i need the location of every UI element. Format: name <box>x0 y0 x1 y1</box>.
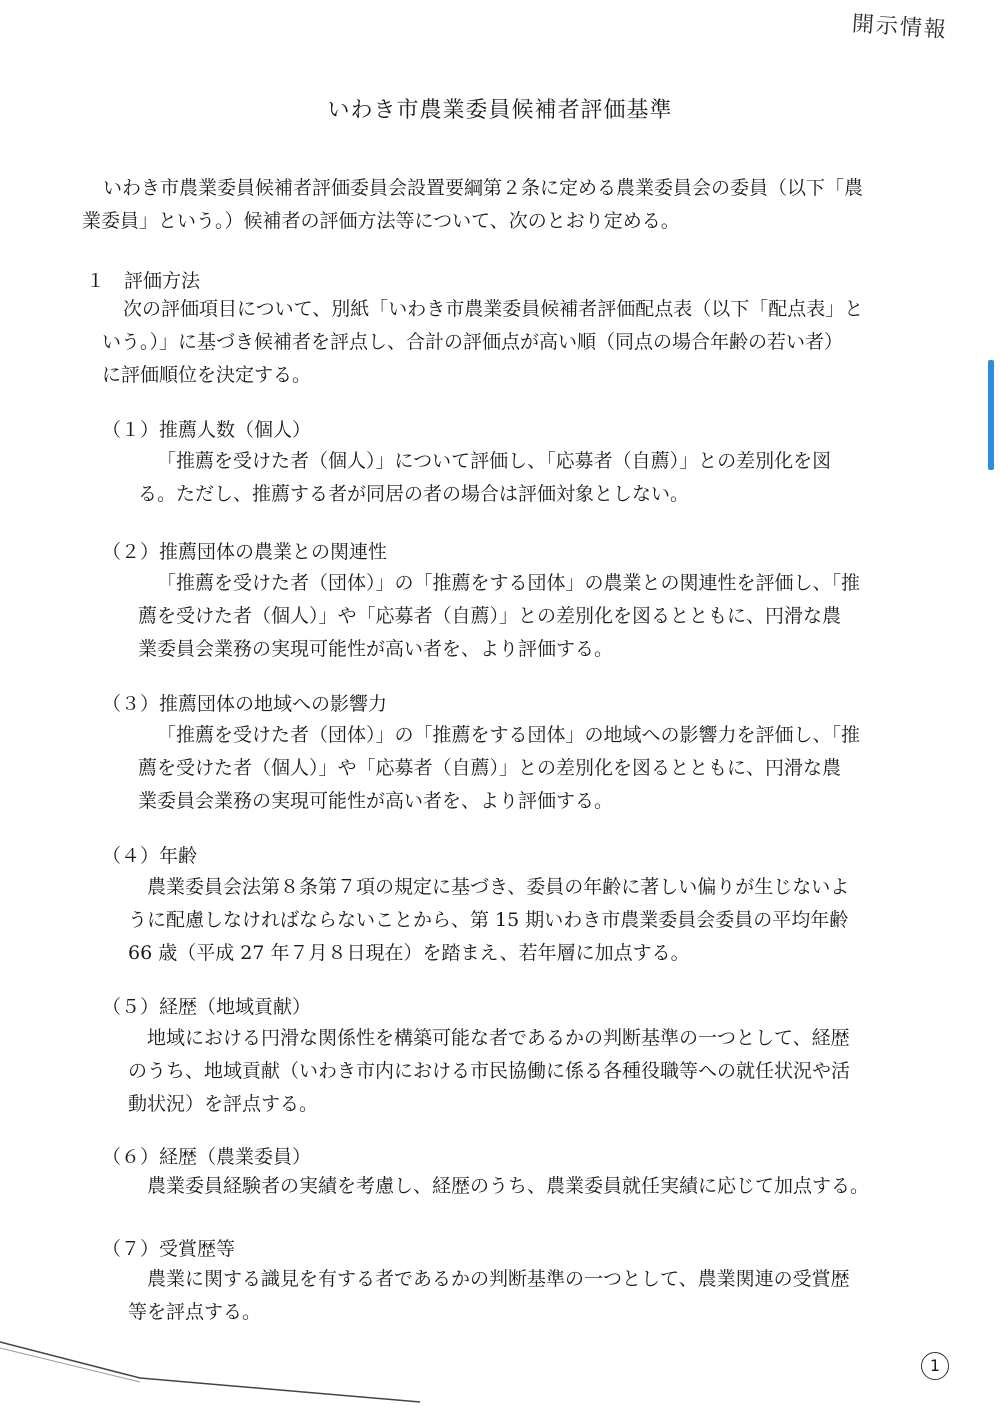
item-line: 動状況）を評点する。 <box>128 1093 319 1115</box>
item-heading: （４）年齢 <box>102 845 198 867</box>
section-line: 次の評価項目について、別紙「いわき市農業委員候補者評価配点表（以下「配点表」と <box>123 298 864 320</box>
disclosure-stamp: 開示情報 <box>851 11 949 44</box>
item-line: 地域における円滑な関係性を構築可能な者であるかの判断基準の一つとして、経歴 <box>147 1027 850 1049</box>
intro-line-1: いわき市農業委員候補者評価委員会設置要綱第２条に定める農業委員会の委員（以下「農 <box>103 177 864 199</box>
item-heading: （６）経歴（農業委員） <box>102 1146 312 1168</box>
scan-edge-line <box>0 1340 420 1410</box>
item-line: のうち、地域貢献（いわき市内における市民協働に係る各種役職等への就任状況や活 <box>128 1060 851 1082</box>
item-heading: （２）推薦団体の農業との関連性 <box>102 541 388 563</box>
item-line: うに配慮しなければならないことから、第 15 期いわき市農業委員会委員の平均年齢 <box>128 909 849 931</box>
item-line: 農業委員会法第８条第７項の規定に基づき、委員の年齢に著しい偏りが生じないよ <box>147 876 850 898</box>
section-heading: １ 評価方法 <box>86 270 201 292</box>
item-heading: （３）推薦団体の地域への影響力 <box>102 693 388 715</box>
item-line: 「推薦を受けた者（団体）」の「推薦をする団体」の農業との関連性を評価し、「推 <box>157 572 861 594</box>
item-line: 「推薦を受けた者（団体）」の「推薦をする団体」の地域への影響力を評価し、「推 <box>157 724 861 746</box>
scan-marker <box>988 360 994 470</box>
item-line: 農業に関する識見を有する者であるかの判断基準の一つとして、農業関連の受賞歴 <box>147 1268 850 1290</box>
intro-line-2: 業委員」という。）候補者の評価方法等について、次のとおり定める。 <box>82 210 680 232</box>
item-line: 農業委員経験者の実績を考慮し、経歴のうち、農業委員就任実績に応じて加点する。 <box>147 1175 870 1197</box>
section-line: いう。）」に基づき候補者を評点し、合計の評価点が高い順（同点の場合年齢の若い者） <box>102 331 844 353</box>
item-line: 業委員会業務の実現可能性が高い者を、より評価する。 <box>138 790 614 812</box>
item-line: 「推薦を受けた者（個人）」について評価し、「応募者（自薦）」との差別化を図 <box>157 450 832 472</box>
item-line: 66 歳（平成 27 年７月８日現在）を踏まえ、若年層に加点する。 <box>128 942 690 964</box>
item-line: 薦を受けた者（個人）」や「応募者（自薦）」との差別化を図るとともに、円滑な農 <box>138 757 842 779</box>
item-heading: （５）経歴（地域貢献） <box>102 996 312 1018</box>
item-line: 業委員会業務の実現可能性が高い者を、より評価する。 <box>138 638 614 660</box>
item-line: 等を評点する。 <box>128 1301 262 1323</box>
section-line: に評価順位を決定する。 <box>102 364 312 386</box>
document-title: いわき市農業委員候補者評価基準 <box>327 98 673 123</box>
item-line: 薦を受けた者（個人）」や「応募者（自薦）」との差別化を図るとともに、円滑な農 <box>138 605 842 627</box>
item-heading: （７）受賞歴等 <box>102 1238 236 1260</box>
item-line: る。ただし、推薦する者が同居の者の場合は評価対象としない。 <box>138 483 690 505</box>
page-number: 1 <box>921 1352 949 1380</box>
item-heading: （１）推薦人数（個人） <box>102 419 312 441</box>
